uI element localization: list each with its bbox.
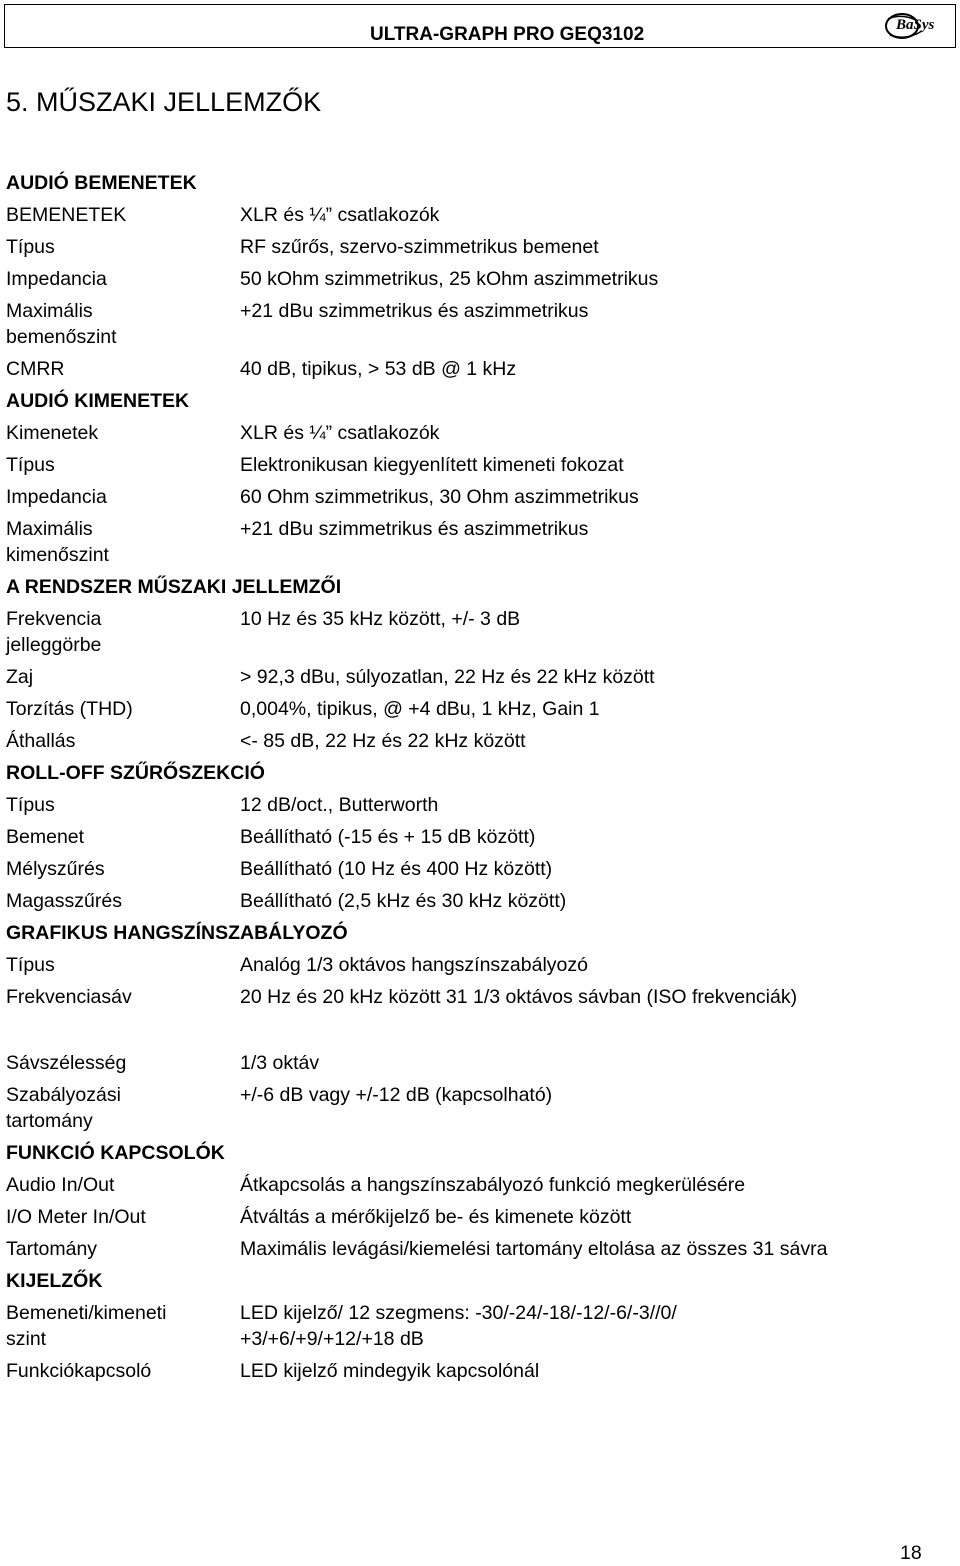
section-heading: ROLL-OFF SZŰRŐSZEKCIÓ — [6, 762, 265, 784]
section-heading: AUDIÓ BEMENETEK — [6, 172, 197, 194]
spec-value: RF szűrős, szervo-szimmetrikus bemenet — [240, 236, 599, 258]
spec-value: 20 Hz és 20 kHz között 31 1/3 oktávos sávban (ISO frekvenciák) — [240, 986, 798, 1008]
spec-label: Bemeneti/kimeneti — [6, 1302, 167, 1324]
spec-value: Analóg 1/3 oktávos hangszínszabályozó — [240, 954, 588, 976]
spec-value: <- 85 dB, 22 Hz és 22 kHz között — [240, 730, 526, 752]
section-heading: GRAFIKUS HANGSZÍNSZABÁLYOZÓ — [6, 922, 348, 944]
spec-value: LED kijelző/ 12 szegmens: -30/-24/-18/-12/-6/-3//0/ — [240, 1302, 677, 1324]
spec-label: Frekvenciasáv — [6, 986, 132, 1008]
spec-label: tartomány — [6, 1110, 93, 1132]
spec-label: kimenőszint — [6, 544, 109, 566]
spec-value: 0,004%, tipikus, @ +4 dBu, 1 kHz, Gain 1 — [240, 698, 600, 720]
spec-value: LED kijelző mindegyik kapcsolónál — [240, 1360, 540, 1382]
spec-label: Impedancia — [6, 486, 107, 508]
spec-value: Átváltás a mérőkijelző be- és kimenete között — [240, 1206, 632, 1228]
spec-value: 12 dB/oct., Butterworth — [240, 794, 439, 816]
section-heading: KIJELZŐK — [6, 1270, 103, 1292]
spec-value: Átkapcsolás a hangszínszabályozó funkció megkerülésére — [240, 1174, 746, 1196]
spec-label: Maximális — [6, 300, 93, 322]
spec-value: XLR és ¼” csatlakozók — [240, 422, 440, 444]
spec-label: szint — [6, 1328, 47, 1350]
spec-label: Tartomány — [6, 1238, 98, 1260]
spec-label: CMRR — [6, 358, 65, 380]
spec-value: +21 dBu szimmetrikus és aszimmetrikus — [240, 300, 589, 322]
section-heading: AUDIÓ KIMENETEK — [6, 390, 190, 412]
spec-label: Típus — [6, 454, 55, 476]
spec-label: BEMENETEK — [6, 204, 127, 226]
spec-value: Beállítható (2,5 kHz és 30 kHz között) — [240, 890, 567, 912]
spec-label: Torzítás (THD) — [6, 698, 133, 720]
spec-value: Maximális levágási/kiemelési tartomány eltolása az összes 31 sávra — [240, 1238, 828, 1260]
spec-value: +3/+6/+9/+12/+18 dB — [240, 1328, 424, 1350]
spec-label: Magasszűrés — [6, 890, 122, 912]
spec-label: Szabályozási — [6, 1084, 121, 1106]
spec-label: Típus — [6, 954, 55, 976]
spec-label: Bemenet — [6, 826, 85, 848]
spec-value: +/-6 dB vagy +/-12 dB (kapcsolható) — [240, 1084, 553, 1106]
spec-value: XLR és ¼” csatlakozók — [240, 204, 440, 226]
chapter-title: 5. MŰSZAKI JELLEMZŐK — [6, 87, 322, 117]
section-heading: A RENDSZER MŰSZAKI JELLEMZŐI — [6, 576, 342, 598]
spec-label: Kimenetek — [6, 422, 99, 444]
spec-label: I/O Meter In/Out — [6, 1206, 146, 1228]
spec-value: 10 Hz és 35 kHz között, +/- 3 dB — [240, 608, 521, 630]
basys-logo — [882, 11, 948, 41]
header-title: ULTRA-GRAPH PRO GEQ3102 — [370, 24, 645, 45]
spec-label: Mélyszűrés — [6, 858, 105, 880]
spec-value: 1/3 oktáv — [240, 1052, 320, 1074]
spec-label: Zaj — [6, 666, 34, 688]
spec-label: Frekvencia — [6, 608, 102, 630]
spec-value: Beállítható (-15 és + 15 dB között) — [240, 826, 536, 848]
spec-value: > 92,3 dBu, súlyozatlan, 22 Hz és 22 kHz között — [240, 666, 655, 688]
spec-label: Típus — [6, 794, 55, 816]
logo-text: BaSys — [896, 17, 935, 33]
page-number: 18 — [900, 1542, 922, 1564]
spec-value: Elektronikusan kiegyenlített kimeneti fokozat — [240, 454, 624, 476]
section-heading: FUNKCIÓ KAPCSOLÓK — [6, 1142, 225, 1164]
spec-value: 60 Ohm szimmetrikus, 30 Ohm aszimmetrikus — [240, 486, 639, 508]
spec-label: bemenőszint — [6, 326, 117, 348]
spec-label: Impedancia — [6, 268, 107, 290]
spec-label: Funkciókapcsoló — [6, 1360, 152, 1382]
spec-value: 40 dB, tipikus, > 53 dB @ 1 kHz — [240, 358, 517, 380]
spec-label: Sávszélesség — [6, 1052, 127, 1074]
spec-label: Áthallás — [6, 730, 76, 752]
spec-label: Típus — [6, 236, 55, 258]
spec-label: jelleggörbe — [6, 634, 102, 656]
spec-value: 50 kOhm szimmetrikus, 25 kOhm aszimmetrikus — [240, 268, 659, 290]
spec-label: Audio In/Out — [6, 1174, 115, 1196]
spec-value: +21 dBu szimmetrikus és aszimmetrikus — [240, 518, 589, 540]
spec-label: Maximális — [6, 518, 93, 540]
spec-value: Beállítható (10 Hz és 400 Hz között) — [240, 858, 553, 880]
